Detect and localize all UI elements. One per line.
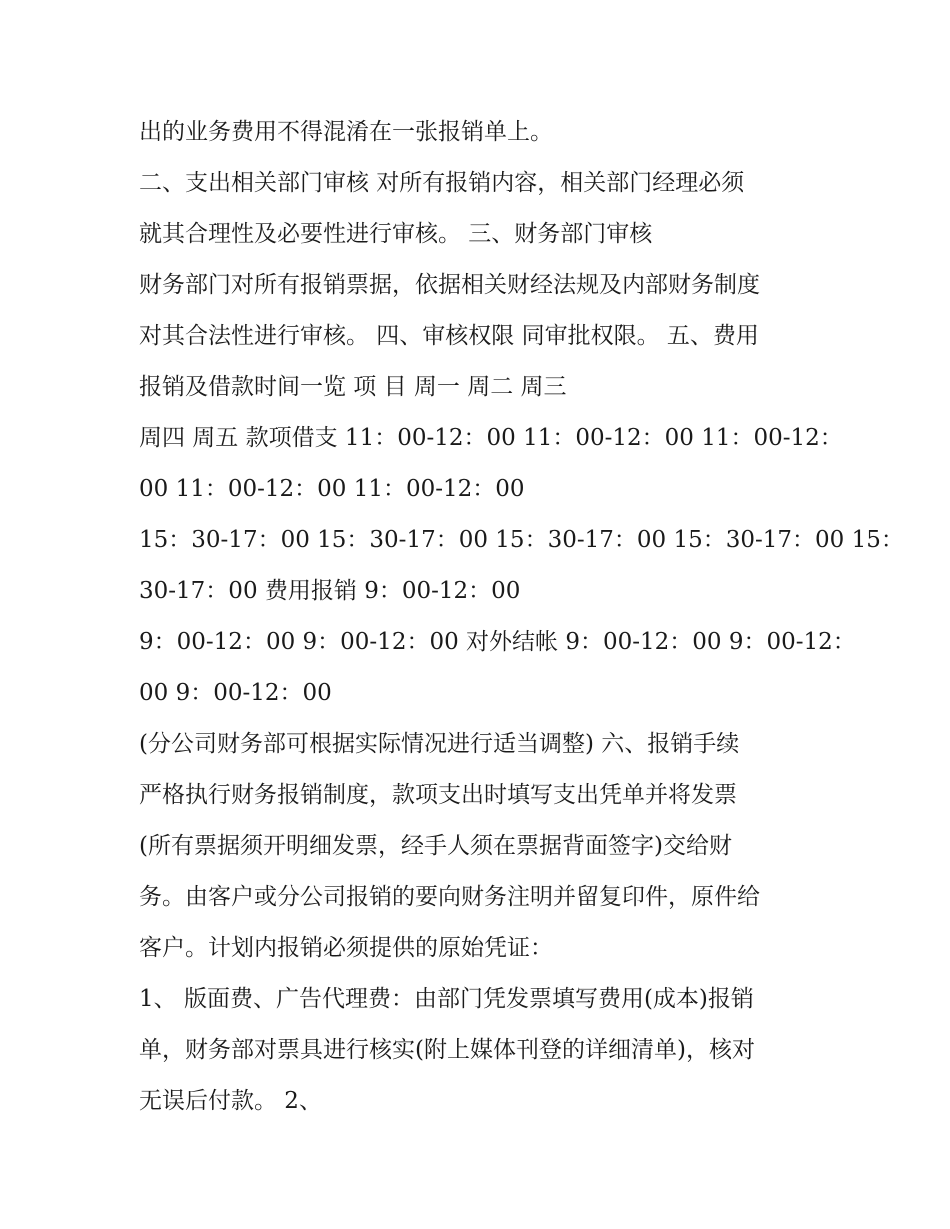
text-line: 30-17：00 费用报销 9：00-12：00 xyxy=(139,578,521,604)
text-line: 单，财务部对票具进行核实(附上媒体刊登的详细清单)，核对 xyxy=(139,1037,755,1063)
text-line: (分公司财务部可根据实际情况进行适当调整) 六、报销手续 xyxy=(139,731,740,757)
text-line: 对其合法性进行审核。 四、审核权限 同审批权限。 五、费用 xyxy=(139,323,759,349)
text-line: 00 9：00-12：00 xyxy=(139,680,332,706)
text-line: 财务部门对所有报销票据，依据相关财经法规及内部财务制度 xyxy=(139,272,760,298)
text-line: 00 11：00-12：00 11：00-12：00 xyxy=(139,476,525,502)
text-line: 客户。计划内报销必须提供的原始凭证： xyxy=(139,935,553,961)
text-line: 15：30-17：00 15：30-17：00 15：30-17：00 15：30-17：00 15： xyxy=(139,527,904,553)
text-line: 无误后付款。 2、 xyxy=(139,1088,322,1114)
text-line: (所有票据须开明细发票，经手人须在票据背面签字)交给财 xyxy=(139,833,732,859)
text-line: 务。由客户或分公司报销的要向财务注明并留复印件，原件给 xyxy=(139,884,760,910)
text-line: 严格执行财务报销制度，款项支出时填写支出凭单并将发票 xyxy=(139,782,737,808)
text-line: 周四 周五 款项借支 11：00-12：00 11：00-12：00 11：00-12： xyxy=(139,425,843,451)
text-line: 就其合理性及必要性进行审核。 三、财务部门审核 xyxy=(139,221,653,247)
text-line: 报销及借款时间一览 项 目 周一 周二 周三 xyxy=(139,374,567,400)
text-line: 9：00-12：00 9：00-12：00 对外结帐 9：00-12：00 9：00-12： xyxy=(139,629,856,655)
text-line: 出的业务费用不得混淆在一张报销单上。 xyxy=(139,119,553,145)
text-line: 二、支出相关部门审核 对所有报销内容，相关部门经理必须 xyxy=(139,170,745,196)
text-line: 1、 版面费、广告代理费：由部门凭发票填写费用(成本)报销 xyxy=(139,986,754,1012)
document-body xyxy=(139,107,904,1127)
